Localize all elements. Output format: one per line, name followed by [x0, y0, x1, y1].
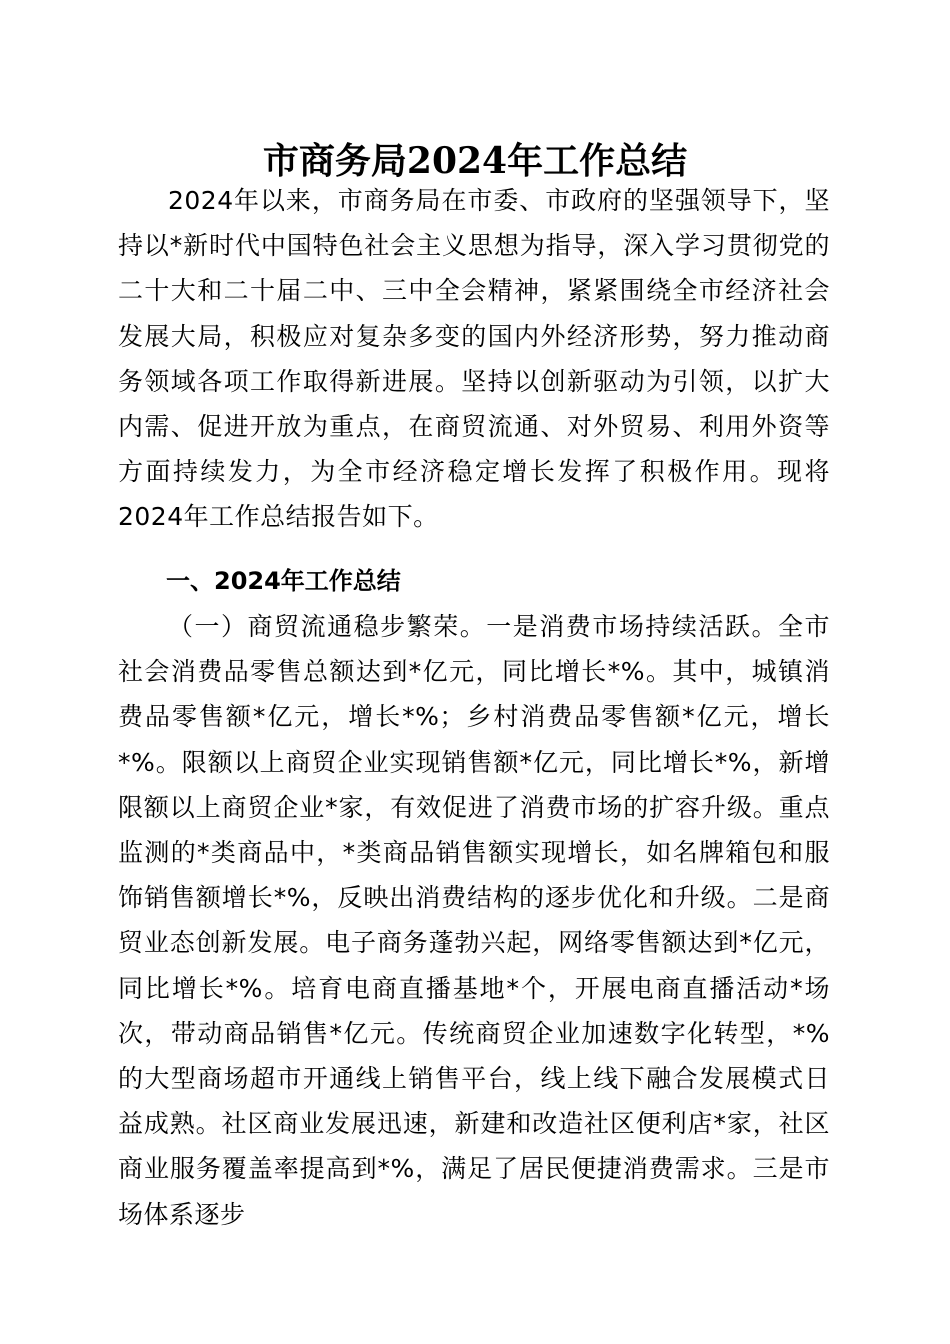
intro-paragraph: 2024年以来，市商务局在市委、市政府的坚强领导下，坚持以*新时代中国特色社会主义思想为指导，深入学习贯彻党的二十大和二十届二中、三中全会精神，紧紧围绕全市经济社会发展大局，积极应对复杂多变的国内外经济形势，努力推动商务领域各项工作取得新进展。坚持以创新驱动为引领，以扩大内需、促进开放为重点，在商贸流通、对外贸易、利用外资等方面持续发力，为全市经济稳定增长发挥了积极作用。现将2024年工作总结报告如下。: [118, 186, 830, 532]
document-title: 市商务局2024年工作总结: [262, 140, 688, 182]
section-heading: 一、2024年工作总结: [166, 567, 401, 595]
section-paragraph: （一）商贸流通稳步繁荣。一是消费市场持续活跃。全市社会消费品零售总额达到*亿元，同比增长*%。其中，城镇消费品零售额*亿元，增长*%；乡村消费品零售额*亿元，增长*%。限额以上商贸企业实现销售额*亿元，同比增长*%，新增限额以上商贸企业*家，有效促进了消费市场的扩容升级。重点监测的*类商品中，*类商品销售额实现增长，如名牌箱包和服饰销售额增长*%，反映出消费结构的逐步优化和升级。二是商贸业态创新发展。电子商务蓬勃兴起，网络零售额达到*亿元，同比增长*%。培育电商直播基地*个，开展电商直播活动*场次，带动商品销售*亿元。传统商贸企业加速数字化转型，*%的大型商场超市开通线上销售平台，线上线下融合发展模式日益成熟。社区商业发展迅速，新建和改造社区便利店*家，社区商业服务覆盖率提高到*%，满足了居民便捷消费需求。三是市场体系逐步: [118, 612, 830, 1229]
